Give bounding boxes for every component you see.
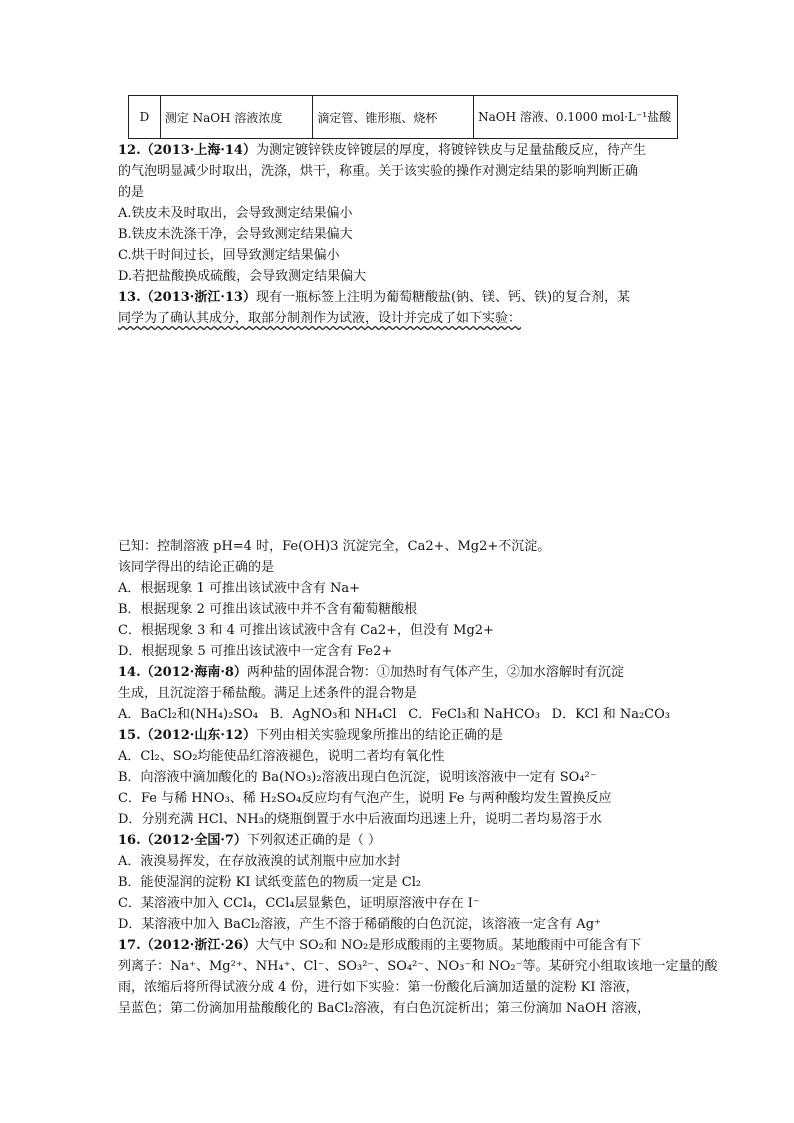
question-14 <box>118 662 683 725</box>
question-text: 列离子：Na⁺、Mg²⁺、NH₄⁺、Cl⁻、SO₃²⁻、SO₄²⁻、NO₃⁻和 NO₂⁻等。某研究小组取该地一定量的酸 <box>118 959 718 974</box>
question-number: 12.（2013·上海·14） <box>118 143 256 158</box>
question-number: 14.（2012·海南·8） <box>118 665 247 680</box>
option-a: A．Cl₂、SO₂均能使品红溶液褪色，说明二者均有氧化性 <box>118 749 445 764</box>
table-cell: NaOH 溶液、0.1000 mol·L⁻¹盐酸 <box>474 96 678 139</box>
question-number: 16.（2012·全国·7） <box>118 833 247 848</box>
question-text: 下列由相关实验现象所推出的结论正确的是 <box>255 728 503 743</box>
question-number: 13.（2013·浙江·13） <box>118 290 256 305</box>
question-12 <box>118 140 683 287</box>
option-c: C．FeCl₃和 NaHCO₃ <box>408 707 540 722</box>
option-c: C.烘干时间过长，回导致测定结果偏小 <box>118 248 340 263</box>
question-number: 15.（2012·山东·12） <box>118 728 256 743</box>
option-a: A.铁皮未及时取出，会导致测定结果偏小 <box>118 206 353 221</box>
question-text: 下列叙述正确的是（ ） <box>246 833 382 848</box>
option-d: D.若把盐酸换成硫酸，会导致测定结果偏大 <box>118 269 367 284</box>
option-b: B．能使湿润的淀粉 KI 试纸变蓝色的物质一定是 Cl₂ <box>118 875 422 890</box>
known-condition: 已知：控制溶液 pH=4 时，Fe(OH)3 沉淀完全，Ca2+、Mg2+不沉淀。 <box>118 539 551 554</box>
table-cell: D <box>129 96 161 139</box>
experiment-table <box>128 95 678 139</box>
question-text: 的是 <box>118 185 145 200</box>
option-a: A．根据现象 1 可推出该试液中含有 Na+ <box>118 581 361 596</box>
question-17 <box>118 935 718 1019</box>
question-stem: 该同学得出的结论正确的是 <box>118 560 275 575</box>
option-a: A．液溴易挥发，在存放液溴的试剂瓶中应加水封 <box>118 854 401 869</box>
question-15 <box>118 725 683 830</box>
question-text: 的气泡明显减少时取出，洗涤，烘干，称重。关于该实验的操作对测定结果的影响判断正确 <box>118 164 639 179</box>
question-text: 生成，且沉淀溶于稀盐酸。满足上述条件的混合物是 <box>118 686 418 701</box>
option-d: D．KCl 和 Na₂CO₃ <box>551 707 670 722</box>
question-text: 现有一瓶标签上注明为葡萄糖酸盐(钠、镁、钙、铁)的复合剂，某 <box>255 290 631 305</box>
question-text: 两种盐的固体混合物：①加热时有气体产生，②加水溶解时有沉淀 <box>246 665 624 680</box>
option-d: D．分别充满 HCl、NH₃的烧瓶倒置于水中后液面均迅速上升，说明二者均易溶于水 <box>118 812 602 827</box>
option-d: D．根据现象 5 可推出该试液中一定含有 Fe2+ <box>118 644 393 659</box>
question-text: 为测定镀锌铁皮锌镀层的厚度，将镀锌铁皮与足量盐酸反应，待产生 <box>255 143 646 158</box>
option-c: C．根据现象 3 和 4 可推出该试液中含有 Ca2+，但没有 Mg2+ <box>118 623 494 638</box>
option-c: C．Fe 与稀 HNO₃、稀 H₂SO₄反应均有气泡产生，说明 Fe 与两种酸均发生置换反应 <box>118 791 612 806</box>
question-13 <box>118 287 683 329</box>
table-row <box>129 96 678 139</box>
option-row <box>118 704 670 725</box>
option-d: D．某溶液中加入 BaCl₂溶液，产生不溶于稀硝酸的白色沉淀，该溶液一定含有 Ag⁺ <box>118 917 601 932</box>
question-text: 呈蓝色；第二份滴加用盐酸酸化的 BaCl₂溶液，有白色沉淀析出；第三份滴加 NaOH 溶液， <box>118 1001 651 1016</box>
question-text: 同学为了确认其成分，取部分制剂作为试液，设计并完成了如下实验： <box>118 311 522 326</box>
option-c: C．某溶液中加入 CCl₄，CCl₄层显紫色，证明原溶液中存在 I⁻ <box>118 896 480 911</box>
question-text: 雨，浓缩后将所得试液分成 4 份，进行如下实验：第一份酸化后滴加适量的淀粉 KI 溶液， <box>118 980 639 995</box>
question-16 <box>118 830 683 935</box>
question-13-continued <box>118 536 683 662</box>
option-a: A．BaCl₂和(NH₄)₂SO₄ <box>118 707 259 722</box>
table-cell: 测定 NaOH 溶液浓度 <box>160 96 313 139</box>
table-cell: 滴定管、锥形瓶、烧杯 <box>313 96 474 139</box>
question-number: 17.（2012·浙江·26） <box>118 938 256 953</box>
option-b: B．向溶液中滴加酸化的 Ba(NO₃)₂溶液出现白色沉淀，说明该溶液中一定有 SO₄²⁻ <box>118 770 597 785</box>
option-b: B.铁皮未洗涤干净，会导致测定结果偏大 <box>118 227 353 242</box>
option-b: B．根据现象 2 可推出该试液中并不含有葡萄糖酸根 <box>118 602 418 617</box>
question-text: 大气中 SO₂和 NO₂是形成酸雨的主要物质。某地酸雨中可能含有下 <box>255 938 642 953</box>
option-b: B．AgNO₃和 NH₄Cl <box>269 707 397 722</box>
